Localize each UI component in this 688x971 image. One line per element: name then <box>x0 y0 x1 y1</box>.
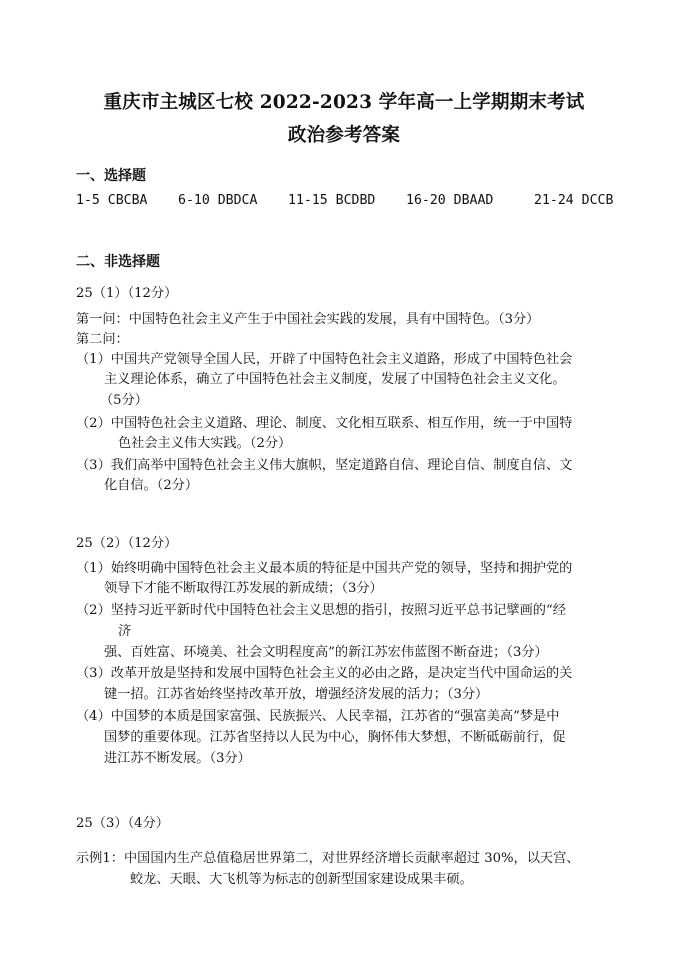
answer-line: （2）中国特色社会主义道路、理论、制度、文化相互联系、相互作用，统一于中国特 <box>76 416 573 431</box>
question-label-25-1: 25（1）（12分） <box>76 286 178 301</box>
answer-line: 第一问：中国特色社会主义产生于中国社会实践的发展，具有中国特色。（3分） <box>76 312 540 327</box>
answer-line: 主义理论体系，确立了中国特色社会主义制度，发展了中国特色社会主义文化。 <box>104 372 566 387</box>
choice-answers-1-5: 1-5 CBCBA <box>76 193 148 208</box>
choice-answers-6-10: 6-10 DBDCA <box>178 193 258 208</box>
answer-line: 领导下才能不断取得江苏发展的新成绩；（3分） <box>104 581 383 596</box>
question-label-25-2: 25（2）（12分） <box>76 536 178 551</box>
answer-line: 济 <box>118 624 132 639</box>
answer-line: （2）坚持习近平新时代中国特色社会主义思想的指引，按照习近平总书记擘画的“经 <box>76 603 566 618</box>
answer-line: （5分） <box>100 393 148 408</box>
answer-line: 色社会主义伟大实践。（2分） <box>118 436 292 451</box>
answer-line: 第二问： <box>76 332 129 347</box>
document-subtitle: 政治参考答案 <box>287 125 401 146</box>
answer-line: （3）改革开放是坚持和发展中国特色社会主义的必由之路，是决定当代中国命运的关 <box>76 666 573 681</box>
answer-line: （3）我们高举中国特色社会主义伟大旗帜，坚定道路自信、理论自信、制度自信、文 <box>76 458 573 473</box>
answer-line: 键一招。江苏省始终坚持改革开放，增强经济发展的活力；（3分） <box>104 687 489 702</box>
answer-line: （4）中国梦的本质是国家富强、民族振兴、人民幸福，江苏省的“强富美高”梦是中 <box>76 709 560 724</box>
answer-line: 强、百姓富、环境美、社会文明程度高”的新江苏宏伟蓝图不断奋进；（3分） <box>104 645 548 660</box>
choice-answers-21-24: 21-24 DCCB <box>534 193 614 208</box>
answer-line: 蛟龙、天眼、大飞机等为标志的创新型国家建设成果丰硕。 <box>130 872 473 887</box>
question-label-25-3: 25（3）（4分） <box>76 816 169 831</box>
choice-answers-16-20: 16-20 DBAAD <box>406 193 494 208</box>
answer-line: 国梦的重要体现。江苏省坚持以人民为中心，胸怀伟大梦想，不断砥砺前行，促 <box>104 730 566 745</box>
choice-answers-11-15: 11-15 BCDBD <box>288 193 376 208</box>
document-title: 重庆市主城区七校 2022-2023 学年高一上学期期末考试 <box>103 92 585 113</box>
section-heading-choice: 一、选择题 <box>76 168 146 184</box>
answer-line: （1）始终明确中国特色社会主义最本质的特征是中国共产党的领导，坚持和拥护党的 <box>76 561 573 576</box>
answer-line: 示例1：中国国内生产总值稳居世界第二，对世界经济增长贡献率超过 30%，以天宫、 <box>76 851 580 866</box>
section-heading-nonchoice: 二、非选择题 <box>76 254 160 270</box>
answer-line: 进江苏不断发展。（3分） <box>104 751 251 766</box>
answer-line: （1）中国共产党领导全国人民，开辟了中国特色社会主义道路，形成了中国特色社会 <box>76 352 573 367</box>
answer-line: 化自信。（2分） <box>104 478 199 493</box>
